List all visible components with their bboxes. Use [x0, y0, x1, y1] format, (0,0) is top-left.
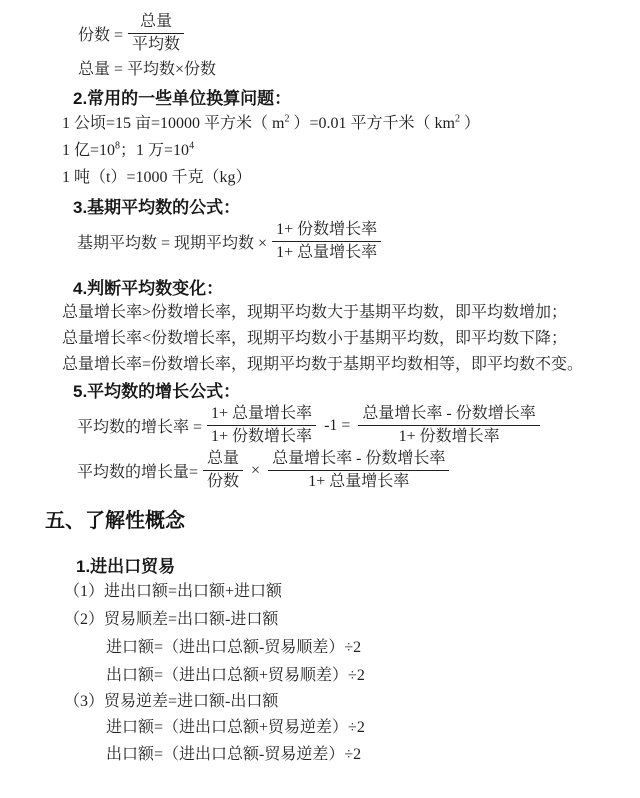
formula-average-growth-rate — [77, 404, 545, 447]
fraction-numerator: 总量 — [140, 13, 173, 30]
rule-line-decrease: 总量增长率<份数增长率，现期平均数小于基期平均数，即平均数下降； — [62, 330, 568, 347]
unit-line-hectare — [62, 112, 480, 136]
subsection-heading-trade: 1.进出口贸易 — [76, 557, 176, 576]
unit-line-yi-wan — [62, 139, 194, 163]
multiply-sign: × — [251, 461, 261, 479]
text-segment: ） — [459, 115, 480, 132]
superscript: 2 — [284, 113, 290, 125]
fraction-numerator: 1+ 总量增长率 — [211, 405, 313, 422]
rule-line-increase: 总量增长率>份数增长率，现期平均数大于基期平均数，即平均数增加； — [62, 304, 568, 321]
text-segment: ）=0.01 平方千米（ km — [289, 115, 455, 132]
formula-base-period-average — [77, 220, 386, 263]
fraction-denominator: 份数 — [203, 470, 243, 492]
trade-line-deficit: （3）贸易逆差=进口额-出口额 — [64, 693, 279, 710]
chapter-heading: 五、了解性概念 — [45, 510, 185, 532]
text-segment: 1 公顷=15 亩=10000 平方米（ m — [62, 115, 285, 132]
section2-heading: 2.常用的一些单位换算问题： — [73, 89, 292, 108]
formula-lhs: 份数 = — [78, 27, 124, 44]
formula-lhs: 平均数的增长率 = — [77, 419, 203, 436]
fraction — [268, 449, 449, 492]
fraction-denominator: 1+ 份数增长率 — [358, 425, 539, 447]
section5-heading: 5.平均数的增长公式： — [73, 382, 241, 401]
unit-line-ton: 1 吨（t）=1000 千克（kg） — [62, 169, 252, 186]
text-segment: 1 亿=10 — [62, 142, 116, 159]
section4-heading: 4.判断平均数变化： — [73, 279, 224, 298]
formula-middle: -1 = — [324, 416, 351, 434]
fraction — [358, 404, 539, 447]
fraction-numerator: 总量增长率 - 份数增长率 — [272, 450, 446, 467]
superscript: 2 — [454, 113, 460, 125]
fraction — [128, 12, 184, 55]
fraction-denominator: 1+ 总量增长率 — [268, 470, 449, 492]
formula-shares — [78, 12, 189, 55]
trade-line-export-surplus: 出口额=（进出口总额+贸易顺差）÷2 — [106, 667, 365, 684]
trade-line-export-deficit: 出口额=（进出口总额-贸易逆差）÷2 — [106, 746, 362, 763]
fraction-denominator: 1+ 总量增长率 — [272, 241, 381, 263]
fraction — [207, 404, 316, 447]
fraction — [272, 220, 381, 263]
formula-lhs: 平均数的增长量= — [77, 464, 199, 481]
text-segment: ；1 万=10 — [120, 142, 190, 159]
superscript: 4 — [189, 140, 195, 152]
trade-line-import-surplus: 进口额=（进出口总额-贸易顺差）÷2 — [106, 639, 362, 656]
section3-heading: 3.基期平均数的公式： — [73, 198, 241, 217]
formula-lhs: 基期平均数 = 现期平均数 × — [77, 235, 268, 252]
superscript: 8 — [115, 140, 121, 152]
trade-line-surplus: （2）贸易顺差=出口额-进口额 — [64, 611, 279, 628]
fraction-numerator: 1+ 份数增长率 — [276, 221, 378, 238]
fraction-numerator: 总量 — [207, 450, 240, 467]
trade-line-import-deficit: 进口额=（进出口总额+贸易逆差）÷2 — [106, 719, 365, 736]
trade-line-total: （1）进出口额=出口额+进口额 — [64, 583, 283, 600]
fraction-denominator: 平均数 — [128, 33, 184, 55]
formula-average-growth-amount — [77, 449, 454, 492]
formula-total: 总量 = 平均数×份数 — [78, 61, 217, 78]
fraction — [203, 449, 243, 492]
fraction-denominator: 1+ 份数增长率 — [207, 425, 316, 447]
rule-line-unchanged: 总量增长率=份数增长率，现期平均数于基期平均数相等，即平均数不变。 — [62, 356, 584, 373]
fraction-numerator: 总量增长率 - 份数增长率 — [362, 405, 536, 422]
